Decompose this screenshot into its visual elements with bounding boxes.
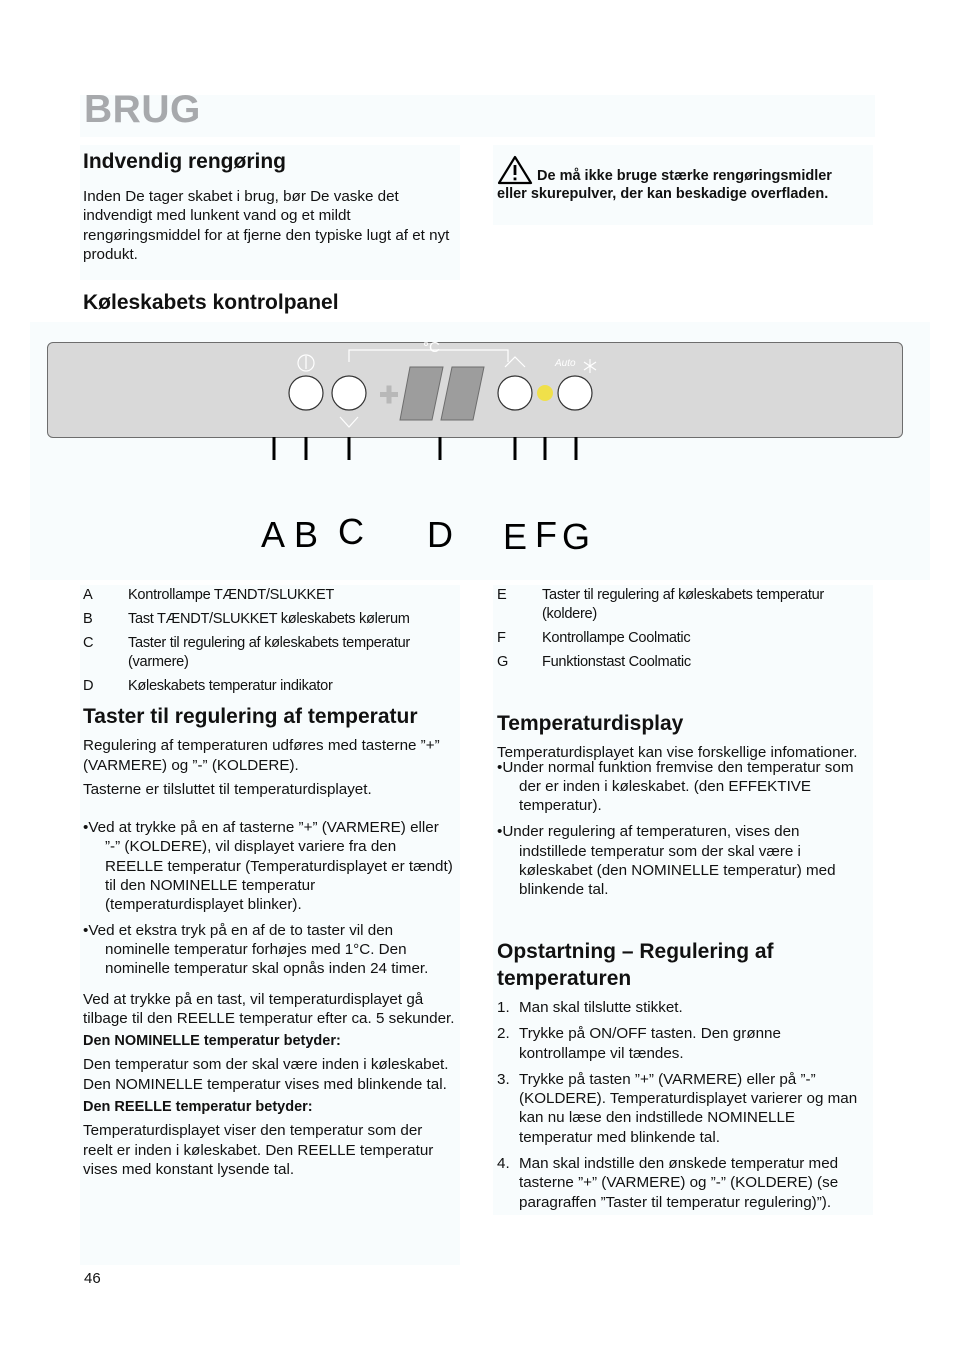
power-button-b[interactable] (289, 376, 323, 410)
legend-item: G Funktionstast Coolmatic (497, 654, 691, 670)
label-e: E (503, 516, 528, 557)
startup-step: 3. Trykke på tasten ”+” (VARMERE) eller på ”-” (KOLDERE). Temperaturdisplayet varierer og man kan nu læse den indstillede NOMINELLE temperatur med blinkende tal. (497, 1070, 858, 1146)
legend-item: F Kontrollampe Coolmatic (497, 630, 691, 646)
startup-step: 1. Man skal tilslutte stikket. (497, 999, 683, 1016)
temp-display-bullet-2: •Under regulering af temperaturen, vises den indstillede temperatur som der skal være i køleskabet (den NOMINELLE temperatur) med blinkende tal. (497, 823, 836, 899)
startup-step: 4. Man skal indstille den ønskede temperatur med tasterne ”+” (VARMERE) og ”-” (KOLDERE) (se paragraffen ”Taster til temperatur regulering)”). (497, 1155, 839, 1211)
coolmatic-button-g[interactable] (558, 376, 592, 410)
real-text: Temperaturdisplayet viser den temperatur som der reelt er inden i køleskabet. Den REELLE temperatur vises med konstant lysende tal. (83, 1122, 434, 1178)
legend-item: A Kontrollampe TÆNDT/SLUKKET (83, 587, 335, 603)
startup-heading: Opstartning – Regulering af temperaturen (497, 940, 774, 990)
snowflake-icon (584, 359, 596, 373)
startup-step: 2. Trykke på ON/OFF tasten. Den grønne kontrollampe vil tændes. (497, 1025, 781, 1062)
label-g: G (562, 516, 591, 557)
temp-keys-p1: Regulering af temperaturen udføres med tasterne ”+” (VARMERE) og ”-” (KOLDERE). (83, 737, 440, 774)
warning-box (497, 155, 877, 204)
label-a: A (261, 514, 286, 555)
legend-item: E Taster til regulering af køleskabets temperatur (koldere) (497, 587, 824, 622)
real-heading: Den REELLE temperatur betyder: (83, 1099, 313, 1116)
colder-button-e[interactable] (498, 376, 532, 410)
temperature-display-digit-1 (400, 367, 443, 420)
nominal-text: Den temperatur som der skal være inden i køleskabet. Den NOMINELLE temperatur vises med blinkende tal. (83, 1056, 449, 1093)
temperature-display-digit-2 (441, 367, 484, 420)
plus-sign-icon (380, 386, 398, 404)
cleaning-section (83, 150, 458, 264)
legend-left (83, 586, 453, 701)
page-title: BRUG (84, 88, 201, 131)
temp-keys-heading: Taster til regulering af temperatur (83, 705, 418, 728)
temp-display-section (497, 714, 869, 900)
temp-display-bullet-1: •Under normal funktion fremvise den temperatur som der er inden i køleskabet. (den EFFEKTIVE temperatur). (497, 758, 854, 815)
celsius-label: °C (423, 339, 440, 356)
warning-triangle-icon (497, 155, 533, 185)
nominal-heading: Den NOMINELLE temperatur betyder: (83, 1033, 341, 1050)
label-d: D (427, 514, 453, 555)
cleaning-heading: Indvendig rengøring (83, 150, 286, 173)
legend-item: C Taster til regulering af køleskabets temperatur (varmere) (83, 635, 410, 670)
legend-item: D Køleskabets temperatur indikator (83, 678, 333, 694)
auto-label: Auto (555, 358, 576, 369)
warning-line-2: eller skurepulver, der kan beskadige overfladen. (497, 186, 829, 202)
warning-line-1: De må ikke bruge stærke rengøringsmidler (537, 168, 832, 184)
startup-section (497, 938, 869, 1219)
legend-right (497, 586, 867, 677)
label-b: B (294, 514, 319, 555)
page-number: 46 (84, 1270, 101, 1287)
coolmatic-lamp-f (537, 385, 553, 401)
temp-display-intro: Temperaturdisplayet kan vise forskellige infomationer. (497, 744, 858, 762)
temp-keys-p3: Ved at trykke på en tast, vil temperaturdisplayet gå tilbage til den REELLE temperatur efter ca. 5 sekunder. (83, 990, 455, 1027)
cleaning-text: Inden De tager skabet i brug, bør De vaske det indvendigt med lunkent vand og et mildt rengøringsmiddel for at fjerne den typiske lugt af et nyt produkt. (83, 188, 450, 263)
control-panel-heading: Køleskabets kontrolpanel (83, 291, 339, 314)
temp-keys-bullet-1: •Ved at trykke på en af tasterne ”+” (VARMERE) eller ”-” (KOLDERE), vil displayet variere fra den REELLE temperatur (Temperaturdisplayet er tændt) til den NOMINELLE temperatur (temperaturdisplayet blinker). (83, 819, 453, 914)
temp-keys-section (83, 707, 455, 1179)
temp-keys-p2: Tasterne er tilsluttet til temperaturdisplayet. (83, 780, 372, 798)
warmer-button-c[interactable] (332, 376, 366, 410)
control-panel-graphics (0, 330, 954, 460)
label-f: F (535, 514, 557, 555)
temp-display-heading: Temperaturdisplay (497, 712, 684, 735)
startup-steps (497, 998, 869, 1212)
power-icon (298, 355, 314, 371)
label-c: C (338, 511, 364, 552)
legend-item: B Tast TÆNDT/SLUKKET køleskabets kølerum (83, 611, 410, 627)
temp-keys-bullet-2: •Ved et ekstra tryk på en af de to taster vil den nominelle temperatur forhøjes med 1°C. Den nominelle temperatur skal opnås inden 24 timer. (83, 921, 429, 978)
